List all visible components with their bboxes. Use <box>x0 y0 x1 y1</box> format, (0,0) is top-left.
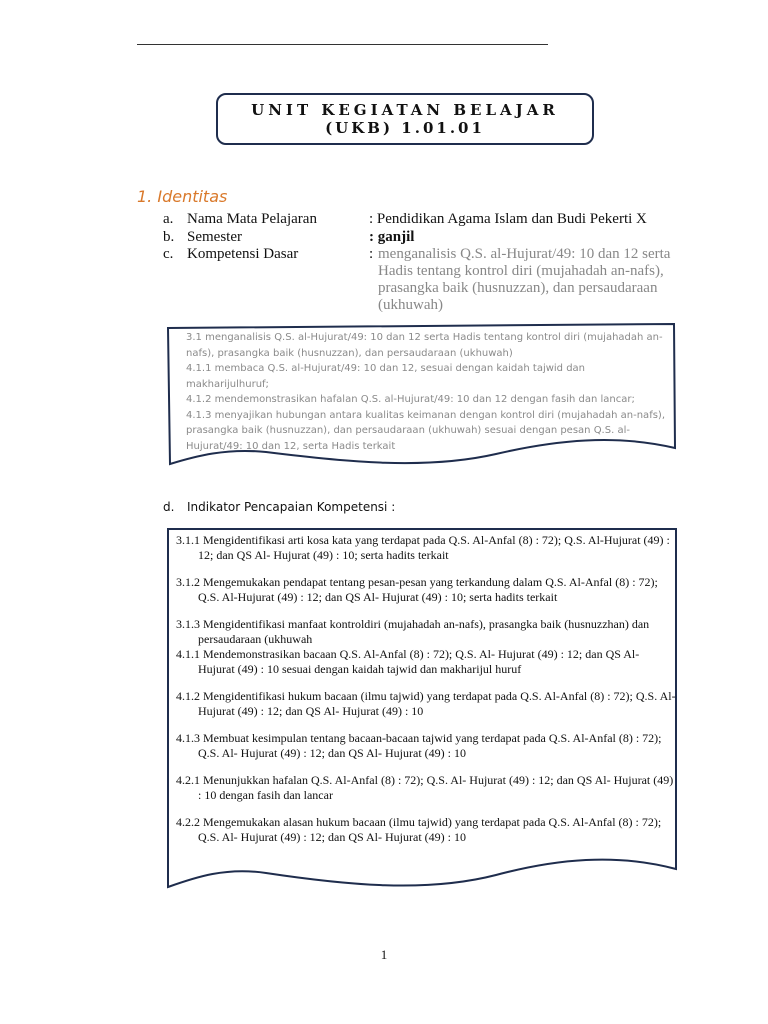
indicator-item: 4.1.3 Membuat kesimpulan tentang bacaan-bacaan tajwid yang terdapat pada Q.S. Al-Anfal (8) : 72); Q.S. Al- Hujurat (49) : 12; dan QS Al- Hujurat (49) : 10 <box>176 731 662 760</box>
section-heading-identitas: 1. Identitas <box>137 187 228 206</box>
kd-line: 4.1.2 mendemonstrasikan hafalan Q.S. al-Hujurat/49: 10 dan 12 dengan fasih dan lancar; <box>186 394 635 405</box>
row-value: : Pendidikan Agama Islam dan Budi Pekerti X <box>369 211 647 227</box>
kompetensi-box <box>166 322 676 472</box>
title-line-1: UNIT KEGIATAN BELAJAR <box>251 101 559 119</box>
kd-line: 3.1 menganalisis Q.S. al-Hujurat/49: 10 dan 12 serta Hadis tentang kontrol diri (mujahadah an-nafs), prasangka baik (husnuzzan), dan persaudaraan (ukhuwah) <box>186 332 663 359</box>
indikator-list <box>176 533 676 845</box>
indicator-item: 3.1.1 Mengidentifikasi arti kosa kata yang terdapat pada Q.S. Al-Anfal (8) : 72); Q.S. Al-Hujurat (49) : 12; dan QS Al- Hujurat (49) : 10; serta hadits terkait <box>176 533 670 562</box>
kd-line: 4.1.3 menyajikan hubungan antara kualitas keimanan dengan kontrol diri (mujahadah an-nafs), prasangka baik (husnuzzan), dan persaudaraan (ukhuwah) sesuai dengan pesan Q.S. al-Hujurat/49: 10 dan 12, serta Hadis terkait <box>186 409 669 452</box>
indicator-item: 4.2.1 Menunjukkan hafalan Q.S. Al-Anfal (8) : 72); Q.S. Al- Hujurat (49) : 12; dan QS Al- Hujurat (49) : 10 dengan fasih dan lancar <box>176 773 674 802</box>
header-rule <box>137 44 548 45</box>
indicator-item: 4.1.1 Mendemonstrasikan bacaan Q.S. Al-Anfal (8) : 72); Q.S. Al- Hujurat (49) : 12; dan QS Al- Hujurat (49) : 10 sesuai dengan kaidah tajwid dan makharijul huruf <box>176 647 640 676</box>
indicator-item: 3.1.2 Mengemukakan pendapat tentang pesan-pesan yang terkandung dalam Q.S. Al-Anfal (8) : 72); Q.S. Al-Hujurat (49) : 12; dan QS Al- Hujurat (49) : 10; serta hadits terkait <box>176 575 658 604</box>
indicator-item: 4.1.2 Mengidentifikasi hukum bacaan (ilmu tajwid) yang terdapat pada Q.S. Al-Anfal (8) : 72); Q.S. Al- Hujurat (49) : 12; dan QS Al- Hujurat (49) : 10 <box>176 689 676 718</box>
row-letter: d. <box>163 500 175 514</box>
kd-line: 4.1.1 membaca Q.S. al-Hujurat/49: 10 dan 12, sesuai dengan kaidah tajwid dan makharijulhuruf; <box>186 363 589 390</box>
row-letter: c. <box>163 246 174 262</box>
indicator-item: 3.1.3 Mengidentifikasi manfaat kontroldiri (mujahadah an-nafs), prasangka baik (husnuzzhan) dan persaudaraan (ukhuwah <box>176 617 650 646</box>
indicator-item: 4.2.2 Mengemukakan alasan hukum bacaan (ilmu tajwid) yang terdapat pada Q.S. Al-Anfal (8) : 72); Q.S. Al- Hujurat (49) : 12; dan QS Al- Hujurat (49) : 10 <box>176 815 662 844</box>
row-letter: a. <box>163 211 174 227</box>
kd-colon: : <box>369 246 374 262</box>
row-label: Semester <box>187 229 242 245</box>
indikator-label: Indikator Pencapaian Kompetensi : <box>187 500 396 514</box>
row-label: Kompetensi Dasar <box>187 246 299 262</box>
indikator-box <box>166 527 678 897</box>
row-value: : ganjil <box>369 229 415 245</box>
row-label: Nama Mata Pelajaran <box>187 211 317 227</box>
row-letter: b. <box>163 229 175 245</box>
kd-value: menganalisis Q.S. al-Hujurat/49: 10 dan 12 serta Hadis tentang kontrol diri (mujahadah an-nafs), prasangka baik (husnuzzan), dan persaudaraan (ukhuwah) <box>378 246 671 313</box>
page-number: 1 <box>380 947 388 962</box>
title-box <box>216 93 594 145</box>
title-line-2: (UKB) 1.01.01 <box>325 119 485 137</box>
